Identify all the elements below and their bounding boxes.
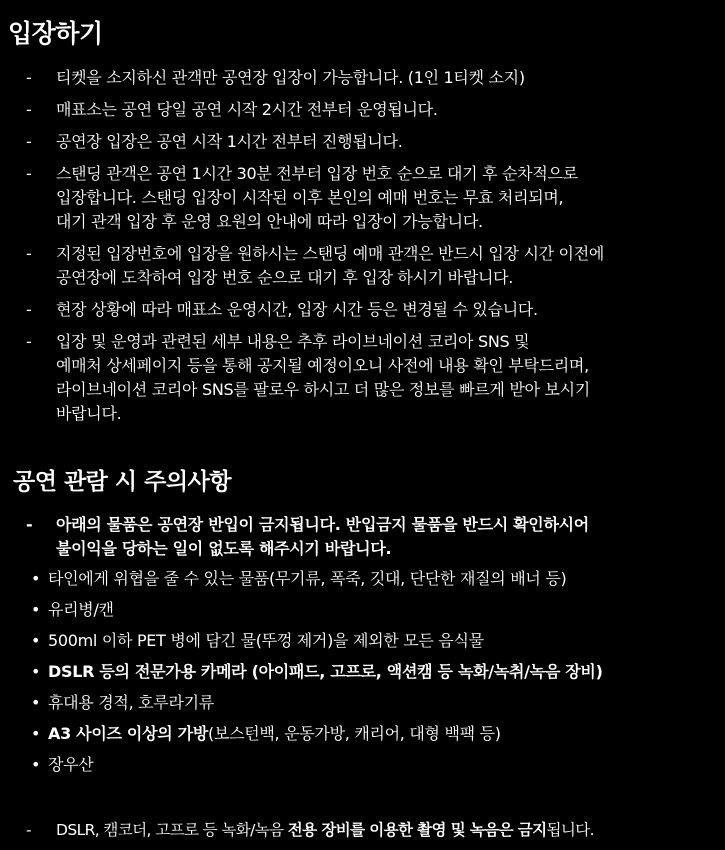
entry-info-line: 예매처 상세페이지 등을 통해 공지될 예정이오니 사전에 내용 확인 부탁드리며, bbox=[56, 356, 589, 375]
entry-info-line: 공연장 입장은 공연 시작 1시간 전부터 진행됩니다. bbox=[56, 132, 403, 151]
prohibited-item-text: 휴대용 경적, 호루라기류 bbox=[48, 693, 214, 712]
entry-info-item bbox=[0, 298, 725, 322]
entry-info-item bbox=[0, 162, 725, 234]
entry-info-line: 현장 상황에 따라 매표소 운영시간, 입장 시간 등은 변경될 수 있습니다. bbox=[56, 300, 538, 319]
entry-info-list bbox=[0, 66, 725, 434]
bullet-marker: • bbox=[31, 755, 41, 774]
entry-info-line: 대기 관객 입장 후 운영 요원의 안내에 따라 입장이 가능합니다. bbox=[56, 212, 483, 231]
section-title-precautions: 공연 관람 시 주의사항 bbox=[13, 469, 231, 495]
prohibited-item-text: 장우산 bbox=[48, 755, 94, 774]
dash-marker: - bbox=[26, 164, 32, 183]
entry-info-line: 공연장에 도착하여 입장 번호 순으로 대기 후 입장 하시기 바랍니다. bbox=[56, 268, 514, 287]
bullet-marker: • bbox=[31, 662, 41, 681]
notice-line: 아래의 물품은 공연장 반입이 금지됩니다. 반입금지 물품을 반드시 확인하시어 bbox=[56, 515, 589, 534]
entry-info-item bbox=[0, 330, 725, 426]
section-title-entry: 입장하기 bbox=[8, 19, 103, 48]
prohibited-item-bold: DSLR 등의 전문가용 카메라 (아이패드, 고프로, 액션캠 등 녹화/녹취/녹음 장비) bbox=[48, 662, 603, 681]
prohibited-item bbox=[0, 567, 725, 591]
recording-notice-item bbox=[0, 818, 725, 842]
entry-info-item bbox=[0, 130, 725, 154]
entry-info-line: 지정된 입장번호에 입장을 원하시는 스탠딩 예매 관객은 반드시 입장 시간 이전에 bbox=[56, 244, 605, 263]
dash-marker: - bbox=[26, 68, 32, 87]
notice-item bbox=[0, 513, 725, 561]
dash-marker: - bbox=[26, 244, 32, 263]
dash-marker: - bbox=[26, 100, 32, 119]
dash-marker: - bbox=[26, 332, 32, 351]
entry-info-line: 스탠딩 관객은 공연 1시간 30분 전부터 입장 번호 순으로 대기 후 순차적으로 bbox=[56, 164, 578, 183]
prohibited-items-notice bbox=[0, 513, 725, 561]
dash-marker: - bbox=[26, 132, 32, 151]
bullet-marker: • bbox=[31, 631, 41, 650]
prohibited-items-list bbox=[0, 567, 725, 784]
entry-info-line: 입장 및 운영과 관련된 세부 내용은 추후 라이브네이션 코리아 SNS 및 bbox=[56, 332, 530, 351]
entry-info-item bbox=[0, 242, 725, 290]
dash-marker: - bbox=[26, 821, 31, 839]
dash-marker: - bbox=[26, 300, 32, 319]
prohibited-item bbox=[0, 598, 725, 622]
bullet-marker: • bbox=[31, 600, 41, 619]
entry-info-line: 라이브네이션 코리아 SNS를 팔로우 하시고 더 많은 정보를 빠르게 받아 보시기 bbox=[56, 380, 590, 399]
entry-info-line: 바랍니다. bbox=[56, 404, 122, 423]
prohibited-item bbox=[0, 722, 725, 746]
bullet-marker: • bbox=[31, 693, 41, 712]
recording-notice bbox=[0, 818, 725, 842]
prohibited-item bbox=[0, 660, 725, 684]
prohibited-item bbox=[0, 629, 725, 653]
bullet-marker: • bbox=[31, 724, 41, 743]
prohibited-item-text: 유리병/캔 bbox=[48, 600, 114, 619]
entry-info-line: 티켓을 소지하신 관객만 공연장 입장이 가능합니다. (1인 1티켓 소지) bbox=[56, 68, 525, 87]
prohibited-item-bold: A3 사이즈 이상의 가방 bbox=[48, 724, 208, 743]
recording-text-end: 됩니다. bbox=[546, 821, 594, 839]
dash-marker: - bbox=[26, 515, 33, 534]
prohibited-item-text: (보스턴백, 운동가방, 캐리어, 대형 백팩 등) bbox=[207, 724, 501, 743]
prohibited-item bbox=[0, 691, 725, 715]
recording-text-bold: 전용 장비를 이용한 촬영 및 녹음은 금지 bbox=[287, 821, 547, 839]
recording-text-start: DSLR, 캠코더, 고프로 등 녹화/녹음 bbox=[56, 821, 288, 839]
entry-info-line: 입장합니다. 스탠딩 입장이 시작된 이후 본인의 예매 번호는 무효 처리되며, bbox=[56, 188, 564, 207]
bullet-marker: • bbox=[31, 569, 41, 588]
notice-line: 불이익을 당하는 일이 없도록 해주시기 바랍니다. bbox=[56, 539, 392, 558]
prohibited-item bbox=[0, 753, 725, 777]
prohibited-item-text: 타인에게 위협을 줄 수 있는 물품(무기류, 폭죽, 깃대, 단단한 재질의 배너 등) bbox=[48, 569, 567, 588]
entry-info-item bbox=[0, 66, 725, 90]
prohibited-item-text: 500ml 이하 PET 병에 담긴 물(뚜껑 제거)을 제외한 모든 음식물 bbox=[48, 631, 484, 650]
entry-info-item bbox=[0, 98, 725, 122]
entry-info-line: 매표소는 공연 당일 공연 시작 2시간 전부터 운영됩니다. bbox=[56, 100, 438, 119]
